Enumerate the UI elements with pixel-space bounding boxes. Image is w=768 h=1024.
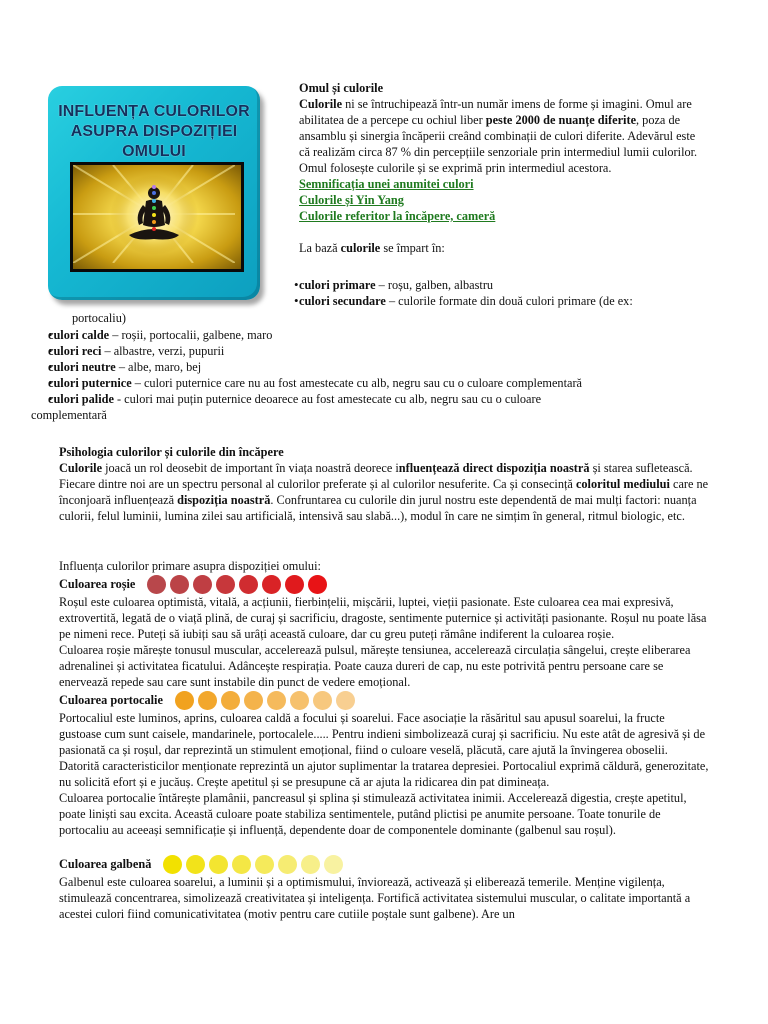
list-item-term: culori primare: [299, 278, 376, 292]
psych-bold-2: coloritul mediului: [575, 477, 670, 491]
base-colors-intro: [299, 240, 699, 256]
header-title-line2: ASUPRA DISPOZIȚIEI OMULUI: [70, 123, 238, 160]
yellow-swatch-row: [163, 855, 343, 874]
list-item: [48, 327, 688, 343]
base-bold: culorile: [340, 241, 381, 255]
orange-title: Culoarea portocalie: [59, 693, 163, 707]
color-swatch-dot: [216, 575, 235, 594]
color-swatch-dot: [324, 855, 343, 874]
list-item-text: – roșii, portocalii, galbene, maro: [109, 328, 273, 342]
header-title-line1: INFLUENȚA CULORILOR: [58, 103, 250, 120]
psych-text-a: joacă un rol deosebit de important în viața noastră deorece i: [102, 461, 399, 475]
color-swatch-dot: [267, 691, 286, 710]
orange-heading-row: [59, 690, 709, 710]
orange-swatch-row: [175, 691, 355, 710]
list-primary-secondary: [299, 277, 739, 309]
intro-bold: peste 2000 de nuanțe diferite: [485, 113, 637, 127]
intro-heading: Omul și culorile: [299, 81, 384, 95]
section-heading: Psihologia culorilor și culorile din încăpere: [59, 445, 284, 459]
list-item: [299, 293, 739, 309]
list-continuation: portocaliu): [72, 311, 126, 325]
list-item-text: – culori puternice care nu au fost amestecate cu alb, negru sau cu o culoare complementară: [131, 376, 583, 390]
list-item: [299, 277, 739, 293]
base-text-a: La bază: [299, 241, 341, 255]
yellow-paragraph-1: Galbenul este culoarea soarelui, a luminii și a optimismului, înviorează, activează și eliberează temerile. Menține vigilența, stimulează concentrarea, simolizează creativitatea și inteligența. Fortifică activitatea sistemului muscular, o calitate importantă a acestei culori fiind comunicativitatea (motiv pentru care cutiile poștale sunt galbene). Are un: [59, 875, 691, 921]
color-swatch-dot: [255, 855, 274, 874]
list-color-types: [31, 327, 688, 423]
list-item-term: culori secundare: [299, 294, 386, 308]
list-item: [48, 375, 688, 391]
link-room-colors[interactable]: Culorile referitor la încăpere, cameră: [299, 209, 496, 223]
list-item-text: – culorile formate din două culori primare (de ex:: [385, 294, 633, 308]
list-item: [31, 391, 688, 423]
psych-bold-1: nfluențează direct dispoziția noastră: [398, 461, 590, 475]
list-item: [48, 359, 688, 375]
color-swatch-dot: [262, 575, 281, 594]
meditation-figure-icon: [70, 162, 244, 272]
yellow-heading-row: [59, 854, 709, 874]
intro-paragraph: [299, 96, 699, 176]
primary-colors-section: [59, 558, 709, 922]
intro-block: [299, 80, 699, 256]
list-item-wrap: complementară: [31, 408, 107, 422]
color-swatch-dot: [175, 691, 194, 710]
psych-text-d: . Confruntarea cu culorile din jurul nostru este dependentă de mai mulți factori: nuanța culorii, felul luminii, lumina zilei sau artificială, intensivă sau slabă...), modul în care ne simțim în general, ritmul biologic, etc.: [59, 493, 697, 523]
list-item: [48, 343, 688, 359]
psych-lead: Culorile: [59, 461, 103, 475]
list-item-term: culori reci: [48, 344, 102, 358]
link-color-meaning[interactable]: Semnificația unei anumitei culori: [299, 177, 474, 191]
color-swatch-dot: [301, 855, 320, 874]
primary-intro: Influența culorilor primare asupra dispoziției omului:: [59, 559, 321, 573]
color-swatch-dot: [290, 691, 309, 710]
color-swatch-dot: [147, 575, 166, 594]
color-swatch-dot: [232, 855, 251, 874]
red-heading-row: [59, 574, 709, 594]
list-item-text: – albastre, verzi, pupurii: [101, 344, 225, 358]
color-swatch-dot: [308, 575, 327, 594]
list-item-text: - culori mai puțin puternice deoarece au fost amestecate cu alb, negru sau cu o culoare: [113, 392, 542, 406]
list-item-text: – albe, maro, bej: [115, 360, 202, 374]
list-item-text: – roșu, galben, albastru: [375, 278, 494, 292]
header-image: [48, 86, 260, 300]
intro-text-b: , poza de ansamblu și sinergia încăperii creând combinații de culori diferite. Adevărul este că realizăm circa 87 % din percepțiile senzoriale prin intermediul lumii culorilor. Omul folosește culorile și se exprimă prin intermediul acestora.: [299, 113, 698, 175]
psychology-paragraph: [59, 460, 709, 524]
color-swatch-dot: [278, 855, 297, 874]
color-swatch-dot: [198, 691, 217, 710]
red-title: Culoarea roșie: [59, 577, 136, 591]
base-text-b: se împart în:: [380, 241, 445, 255]
list-item-term: culori palide: [48, 392, 114, 406]
list-item-term: culori neutre: [48, 360, 116, 374]
yellow-title: Culoarea galbenă: [59, 857, 152, 871]
color-swatch-dot: [336, 691, 355, 710]
color-swatch-dot: [209, 855, 228, 874]
header-image-title: [48, 102, 260, 162]
psych-text-b: și starea sufletească. Fiecare dintre noi are un spectru personal al culorilor preferate și al culorilor nesuferite. Ca și consecință: [59, 461, 693, 491]
psych-bold-3: dispoziția noastră: [177, 493, 271, 507]
color-swatch-dot: [193, 575, 212, 594]
list-item-term: culori calde: [48, 328, 110, 342]
red-paragraph-1: Roșul este culoarea optimistă, vitală, a acțiunii, fierbințelii, mișcării, luptei, vieții pasionate. Este culoarea cea mai expresivă, extrovertită, legată de o viață plină, de curaj și sacrificiu, dragoste, sentimente puternice și activități pasionante. Roșul nu poate lăsa pe nimeni rece. Puteți să iubiți sau să urâți această culoare, dar cu greu puteți rămâne indiferent la culoarea roșie.: [59, 595, 707, 641]
psychology-section: [59, 444, 709, 524]
color-swatch-dot: [186, 855, 205, 874]
link-yin-yang[interactable]: Culorile și Yin Yang: [299, 193, 404, 207]
intro-lead: Culorile: [299, 97, 343, 111]
intro-text-a: ni se întruchipează într-un număr imens de forme și imagini. Omul are abilitatea de a percepe cu ochiul liber: [299, 97, 692, 127]
color-swatch-dot: [285, 575, 304, 594]
psych-text-c: care ne înconjoară influențează: [59, 477, 709, 507]
red-swatch-row: [147, 575, 327, 594]
color-swatch-dot: [221, 691, 240, 710]
color-swatch-dot: [163, 855, 182, 874]
color-swatch-dot: [244, 691, 263, 710]
red-paragraph-2: Culoarea roșie mărește tonusul muscular, accelerează pulsul, mărește tensiunea, accelerează circulația sângelui, crește eliberarea adrenalinei și activitatea ficatului. Adâncește respirația. Poate cauza dureri de cap, nu este potrivită pentru persoane care se enervează repede sau care sunt instabile din punct de vedere emoțional.: [59, 643, 691, 689]
color-swatch-dot: [239, 575, 258, 594]
orange-paragraph-1: Portocaliul este luminos, aprins, culoarea caldă a focului și soarelui. Face asociație la răsăritul sau apusul soarelui, la fructe gustoase cum sunt caisele, mandarinele, portocalele..... Pentru indieni simbolizează curaj și sacrificiu. Nu este atât de agresivă și de pasionată ca și roșul, dar reprezintă un stimulent emoțional, fiind o culoare veselă, plăcută, care ajută la învingerea oboselii. Datorită caracteristicilor menționate reprezintă un ajutor suplimentar la tratarea depresiei. Portocaliul exprimă căldură, generozitate, nu solicită efort și e jucăuș. Crește apetitul și se presupune că ar ajuta la ridicarea din pat dimineața.: [59, 711, 709, 789]
list-item-term: culori puternice: [48, 376, 132, 390]
orange-paragraph-2: Culoarea portocalie întărește plamânii, pancreasul și splina și stimulează activitatea inimii. Accelerează digestia, crește apetitul, poate liniști sau excita. Această culoare poate stabiliza sentimentele, putând plictisi pe anumite persoane. Toate tonurile de portocaliu au aceeași semnificație și influență, dependente doar de componentele dominante (galbenul sau roșul).: [59, 791, 687, 837]
color-swatch-dot: [313, 691, 332, 710]
color-swatch-dot: [170, 575, 189, 594]
